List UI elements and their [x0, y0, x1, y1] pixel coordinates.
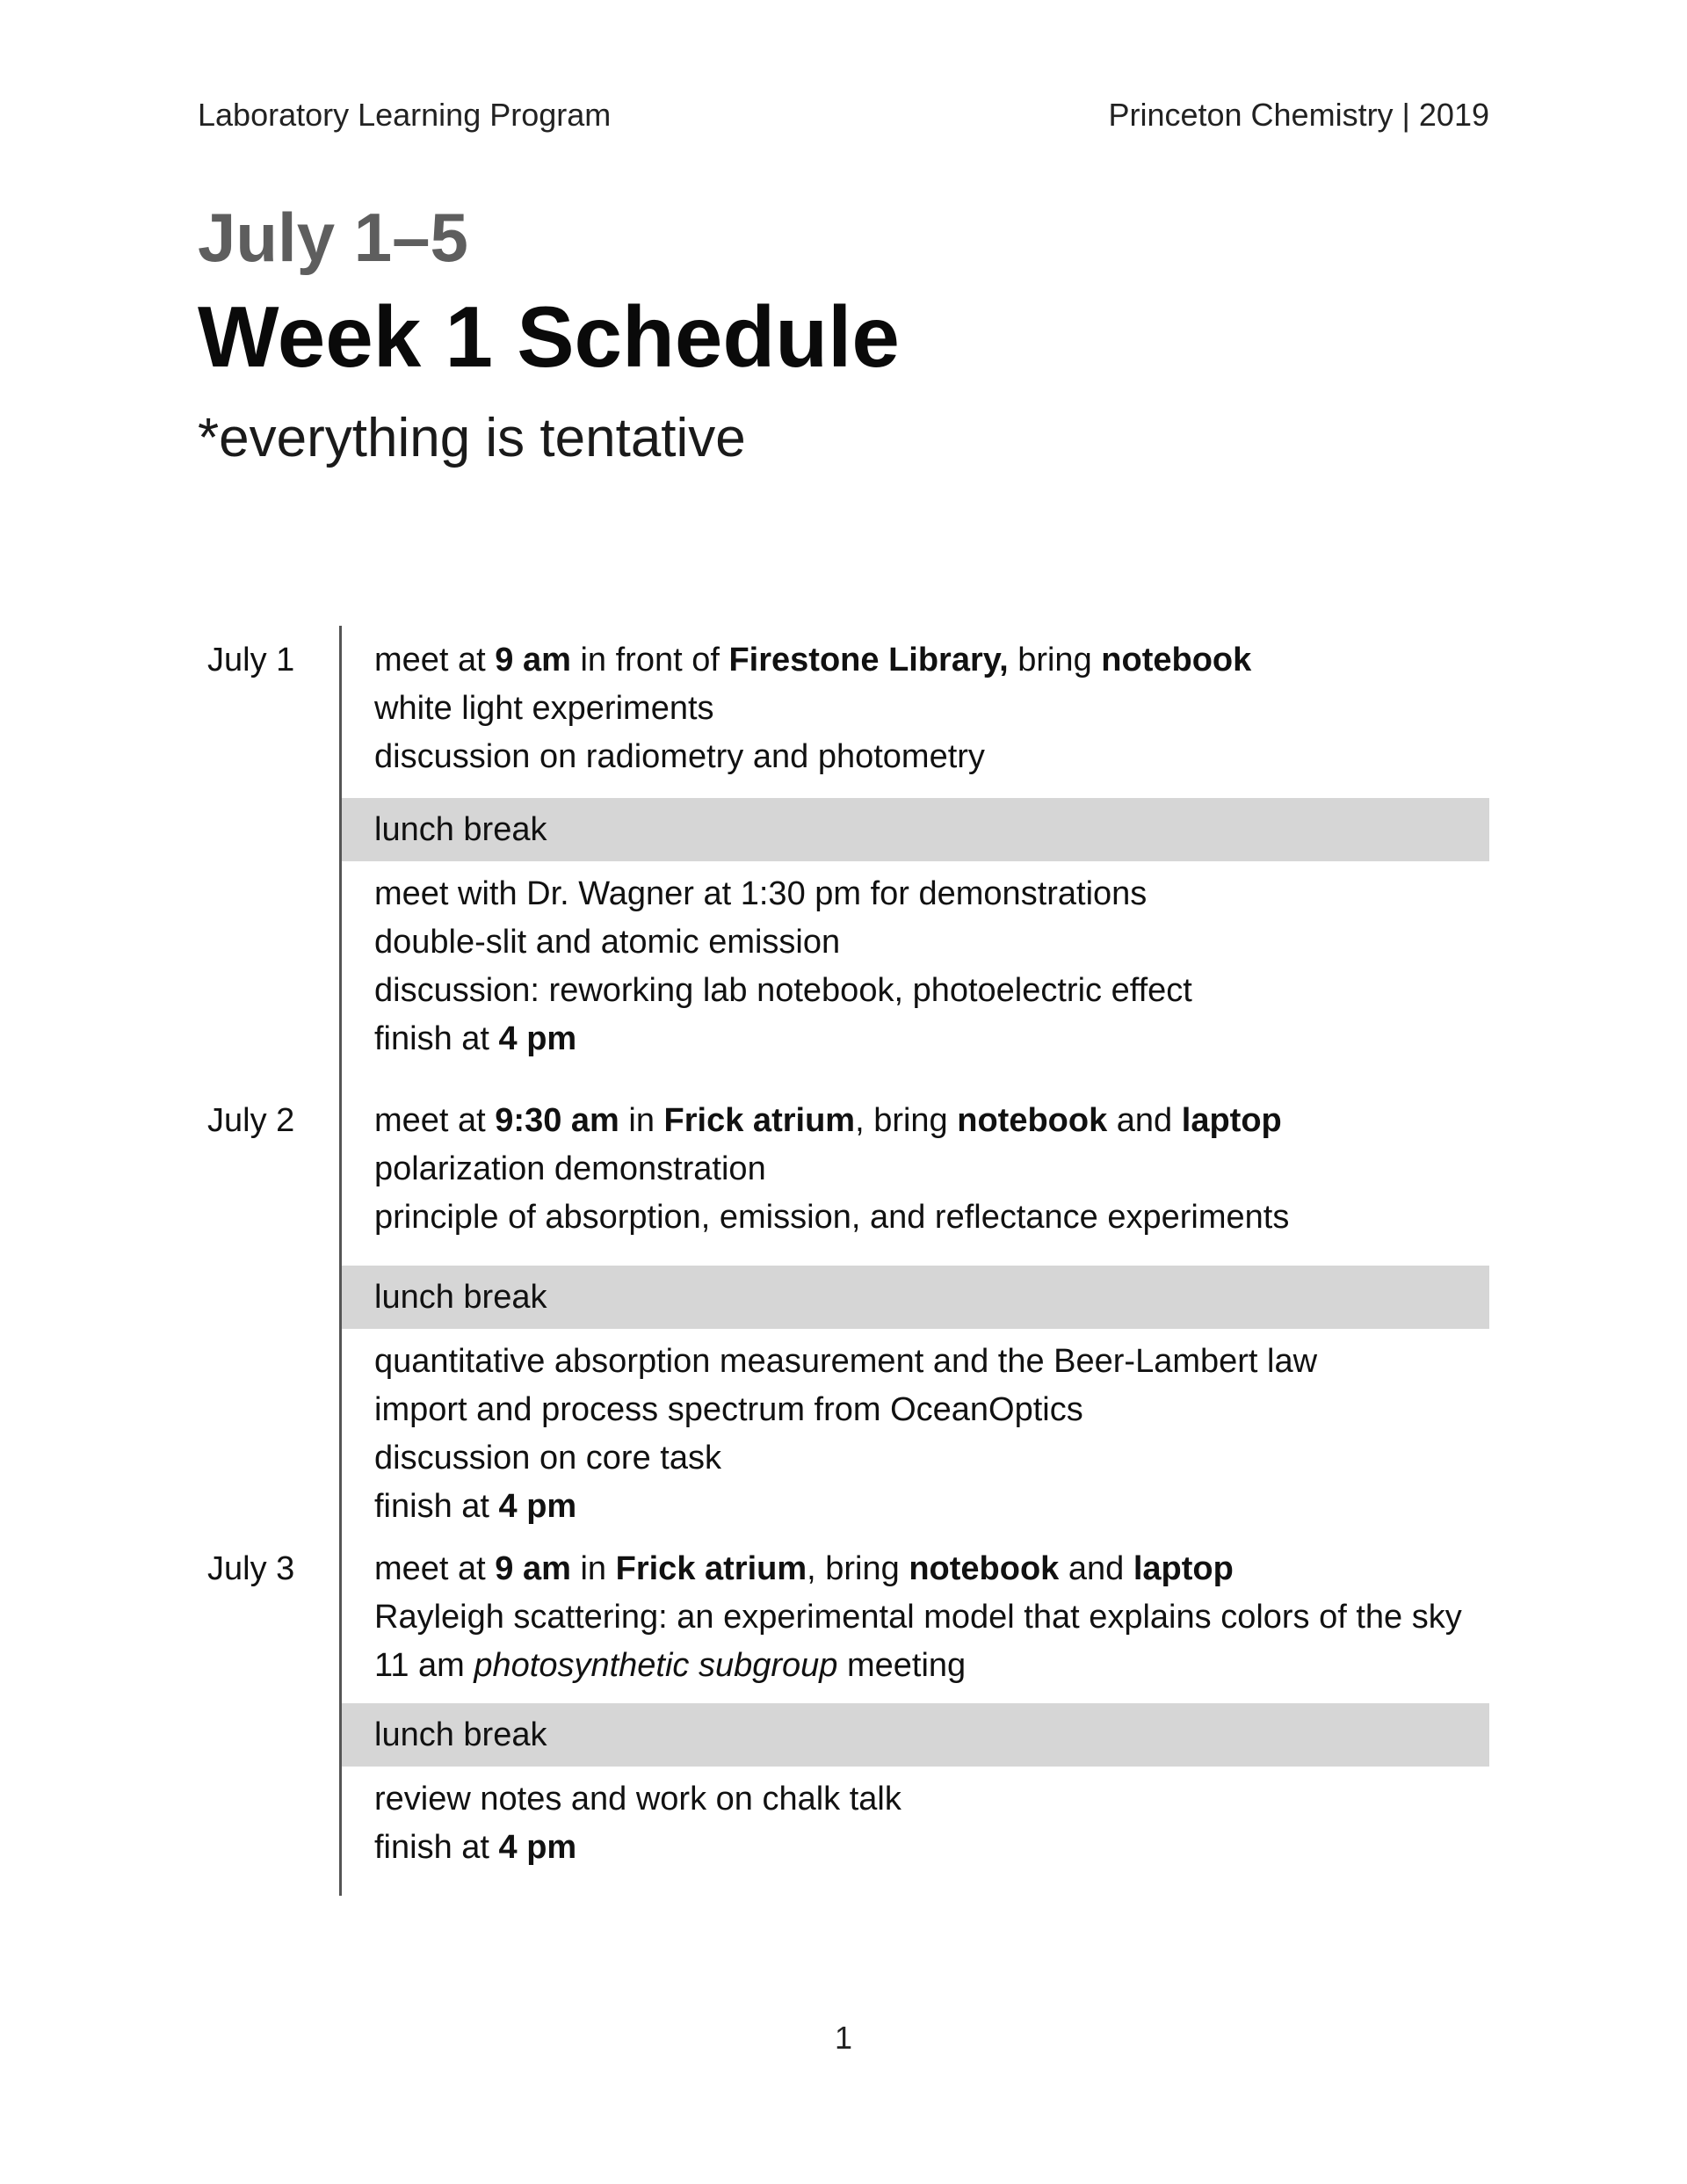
schedule-line: 11 am photosynthetic subgroup meeting	[374, 1647, 967, 1684]
lunch-break-bar	[342, 798, 1489, 861]
lunch-break-label: lunch break	[374, 811, 547, 848]
day-label-july-1: July 1	[207, 642, 295, 678]
schedule-line: quantitative absorption measurement and the Beer-Lambert law	[374, 1343, 1318, 1380]
page-number: 1	[834, 2020, 853, 2056]
schedule-line: double-slit and atomic emission	[374, 924, 841, 961]
schedule-line: discussion: reworking lab notebook, photoelectric effect	[374, 972, 1192, 1009]
schedule-line: meet with Dr. Wagner at 1:30 pm for demonstrations	[374, 875, 1148, 912]
schedule-line: Rayleigh scattering: an experimental model that explains colors of the sky	[374, 1599, 1462, 1636]
lunch-break-bar	[342, 1703, 1489, 1767]
lunch-break-label: lunch break	[374, 1279, 547, 1316]
schedule-line: discussion on core task	[374, 1440, 721, 1477]
schedule-line: finish at 4 pm	[374, 1829, 577, 1866]
lunch-break-bar	[342, 1266, 1489, 1329]
page-title: Week 1 Schedule	[198, 288, 900, 385]
day-label-july-3: July 3	[207, 1550, 295, 1587]
day-label-july-2: July 2	[207, 1102, 295, 1139]
department-year: Princeton Chemistry | 2019	[1108, 97, 1489, 133]
schedule-line: review notes and work on chalk talk	[374, 1781, 901, 1818]
schedule-line: finish at 4 pm	[374, 1020, 577, 1057]
program-name: Laboratory Learning Program	[198, 97, 612, 133]
date-range: July 1–5	[198, 199, 468, 276]
page-subtitle: *everything is tentative	[198, 408, 746, 468]
schedule-line: finish at 4 pm	[374, 1488, 577, 1525]
schedule-line: principle of absorption, emission, and reflectance experiments	[374, 1199, 1290, 1236]
schedule-line: import and process spectrum from OceanOptics	[374, 1391, 1083, 1428]
schedule-line: discussion on radiometry and photometry	[374, 738, 985, 775]
schedule-line: white light experiments	[374, 690, 714, 727]
lunch-break-label: lunch break	[374, 1716, 547, 1753]
schedule-line: polarization demonstration	[374, 1150, 766, 1187]
schedule-line: meet at 9 am in front of Firestone Library, bring notebook	[374, 642, 1252, 678]
schedule-line: meet at 9 am in Frick atrium, bring notebook and laptop	[374, 1550, 1234, 1587]
schedule-line: meet at 9:30 am in Frick atrium, bring notebook and laptop	[374, 1102, 1282, 1139]
